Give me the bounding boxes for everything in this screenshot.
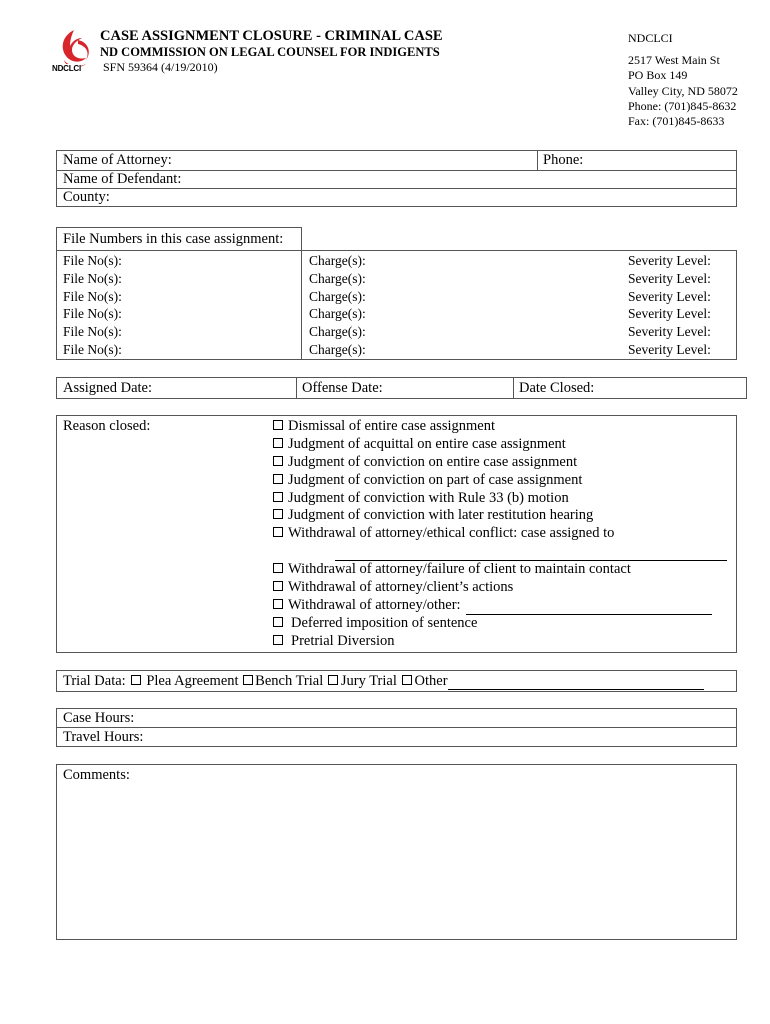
- file-number-field[interactable]: File No(s):: [63, 289, 122, 304]
- agency-fax: Fax: (701)845-8633: [628, 114, 725, 129]
- agency-address: [628, 31, 738, 129]
- charge-field[interactable]: Charge(s):: [309, 306, 366, 321]
- reason-option[interactable]: Withdrawal of attorney/client’s actions: [273, 579, 727, 597]
- other-reason-line[interactable]: [466, 600, 712, 615]
- travel-hours-field[interactable]: Travel Hours:: [63, 729, 144, 745]
- offense-date-field[interactable]: Offense Date:: [302, 380, 383, 396]
- severity-field[interactable]: Severity Level:: [628, 289, 711, 304]
- reason-option[interactable]: Judgment of conviction on entire case assignment: [273, 454, 727, 472]
- form-title: CASE ASSIGNMENT CLOSURE - CRIMINAL CASE: [100, 28, 443, 44]
- reason-option[interactable]: Withdrawal of attorney/ethical conflict: case assigned to: [273, 525, 727, 543]
- reason-option[interactable]: Dismissal of entire case assignment: [273, 418, 727, 436]
- comments-box[interactable]: [56, 764, 737, 940]
- reason-option[interactable]: Judgment of conviction with Rule 33 (b) motion: [273, 490, 727, 508]
- checkbox-icon[interactable]: [243, 675, 253, 685]
- severity-field[interactable]: Severity Level:: [628, 306, 711, 321]
- dates-box: [56, 377, 747, 399]
- reason-option[interactable]: Judgment of acquittal on entire case assignment: [273, 436, 727, 454]
- checkbox-icon[interactable]: [273, 563, 283, 573]
- file-number-field[interactable]: File No(s):: [63, 271, 122, 286]
- file-number-field[interactable]: File No(s):: [63, 306, 122, 321]
- checkbox-icon[interactable]: [273, 527, 283, 537]
- trial-data-label: Trial Data:: [63, 673, 126, 689]
- phone-field[interactable]: Phone:: [543, 152, 584, 168]
- reason-options: [273, 418, 727, 651]
- charge-field[interactable]: Charge(s):: [309, 289, 366, 304]
- county-field[interactable]: County:: [63, 189, 110, 205]
- jury-trial-option[interactable]: Jury Trial: [340, 673, 397, 689]
- bench-trial-option[interactable]: Bench Trial: [255, 673, 324, 689]
- agency-city: Valley City, ND 58072: [628, 83, 738, 98]
- checkbox-icon[interactable]: [273, 438, 283, 448]
- checkbox-icon[interactable]: [273, 492, 283, 502]
- checkbox-icon[interactable]: [273, 581, 283, 591]
- agency-street: 2517 West Main St: [628, 53, 720, 68]
- trial-data-row: [63, 673, 704, 690]
- reason-closed-label: Reason closed:: [63, 418, 151, 434]
- checkbox-icon[interactable]: [273, 420, 283, 430]
- severity-field[interactable]: Severity Level:: [628, 253, 711, 268]
- file-number-field[interactable]: File No(s):: [63, 324, 122, 339]
- other-trial-line[interactable]: [448, 675, 704, 690]
- logo-text: NDCLCI: [52, 64, 82, 73]
- checkbox-icon[interactable]: [273, 635, 283, 645]
- checkbox-icon[interactable]: [131, 675, 141, 685]
- assigned-date-field[interactable]: Assigned Date:: [63, 380, 152, 396]
- charge-field[interactable]: Charge(s):: [309, 342, 366, 357]
- form-subtitle: ND COMMISSION ON LEGAL COUNSEL FOR INDIGENTS: [100, 45, 440, 59]
- agency-phone: Phone: (701)845-8632: [628, 98, 737, 113]
- checkbox-icon[interactable]: [402, 675, 412, 685]
- agency-name: NDCLCI: [628, 31, 673, 45]
- checkbox-icon[interactable]: [273, 617, 283, 627]
- file-numbers-heading: File Numbers in this case assignment:: [63, 231, 284, 247]
- plea-agreement-option[interactable]: Plea Agreement: [146, 673, 239, 689]
- checkbox-icon[interactable]: [328, 675, 338, 685]
- other-trial-option[interactable]: Other: [414, 673, 448, 689]
- checkbox-icon[interactable]: [273, 474, 283, 484]
- reason-option[interactable]: Judgment of conviction with later restitution hearing: [273, 507, 727, 525]
- charge-field[interactable]: Charge(s):: [309, 253, 366, 268]
- comments-label: Comments:: [63, 767, 130, 783]
- logo-flame-shape: [63, 30, 86, 62]
- attorney-name-field[interactable]: Name of Attorney:: [63, 152, 172, 168]
- date-closed-field[interactable]: Date Closed:: [519, 380, 595, 396]
- case-hours-field[interactable]: Case Hours:: [63, 710, 135, 726]
- checkbox-icon[interactable]: [273, 599, 283, 609]
- checkbox-icon[interactable]: [273, 456, 283, 466]
- reason-option[interactable]: Withdrawal of attorney/other:: [273, 597, 727, 615]
- agency-po-box: PO Box 149: [628, 68, 688, 83]
- severity-field[interactable]: Severity Level:: [628, 271, 711, 286]
- severity-field[interactable]: Severity Level:: [628, 342, 711, 357]
- file-number-field[interactable]: File No(s):: [63, 342, 122, 357]
- charge-field[interactable]: Charge(s):: [309, 324, 366, 339]
- reason-option[interactable]: Deferred imposition of sentence: [273, 615, 727, 633]
- defendant-name-field[interactable]: Name of Defendant:: [63, 171, 182, 187]
- reason-option[interactable]: Judgment of conviction on part of case assignment: [273, 472, 727, 490]
- file-number-field[interactable]: File No(s):: [63, 253, 122, 268]
- case-assigned-to-line[interactable]: [273, 543, 727, 561]
- severity-field[interactable]: Severity Level:: [628, 324, 711, 339]
- charge-field[interactable]: Charge(s):: [309, 271, 366, 286]
- checkbox-icon[interactable]: [273, 509, 283, 519]
- reason-option[interactable]: Withdrawal of attorney/failure of client to maintain contact: [273, 561, 727, 579]
- form-number: SFN 59364 (4/19/2010): [103, 60, 218, 74]
- reason-option[interactable]: Pretrial Diversion: [273, 633, 727, 651]
